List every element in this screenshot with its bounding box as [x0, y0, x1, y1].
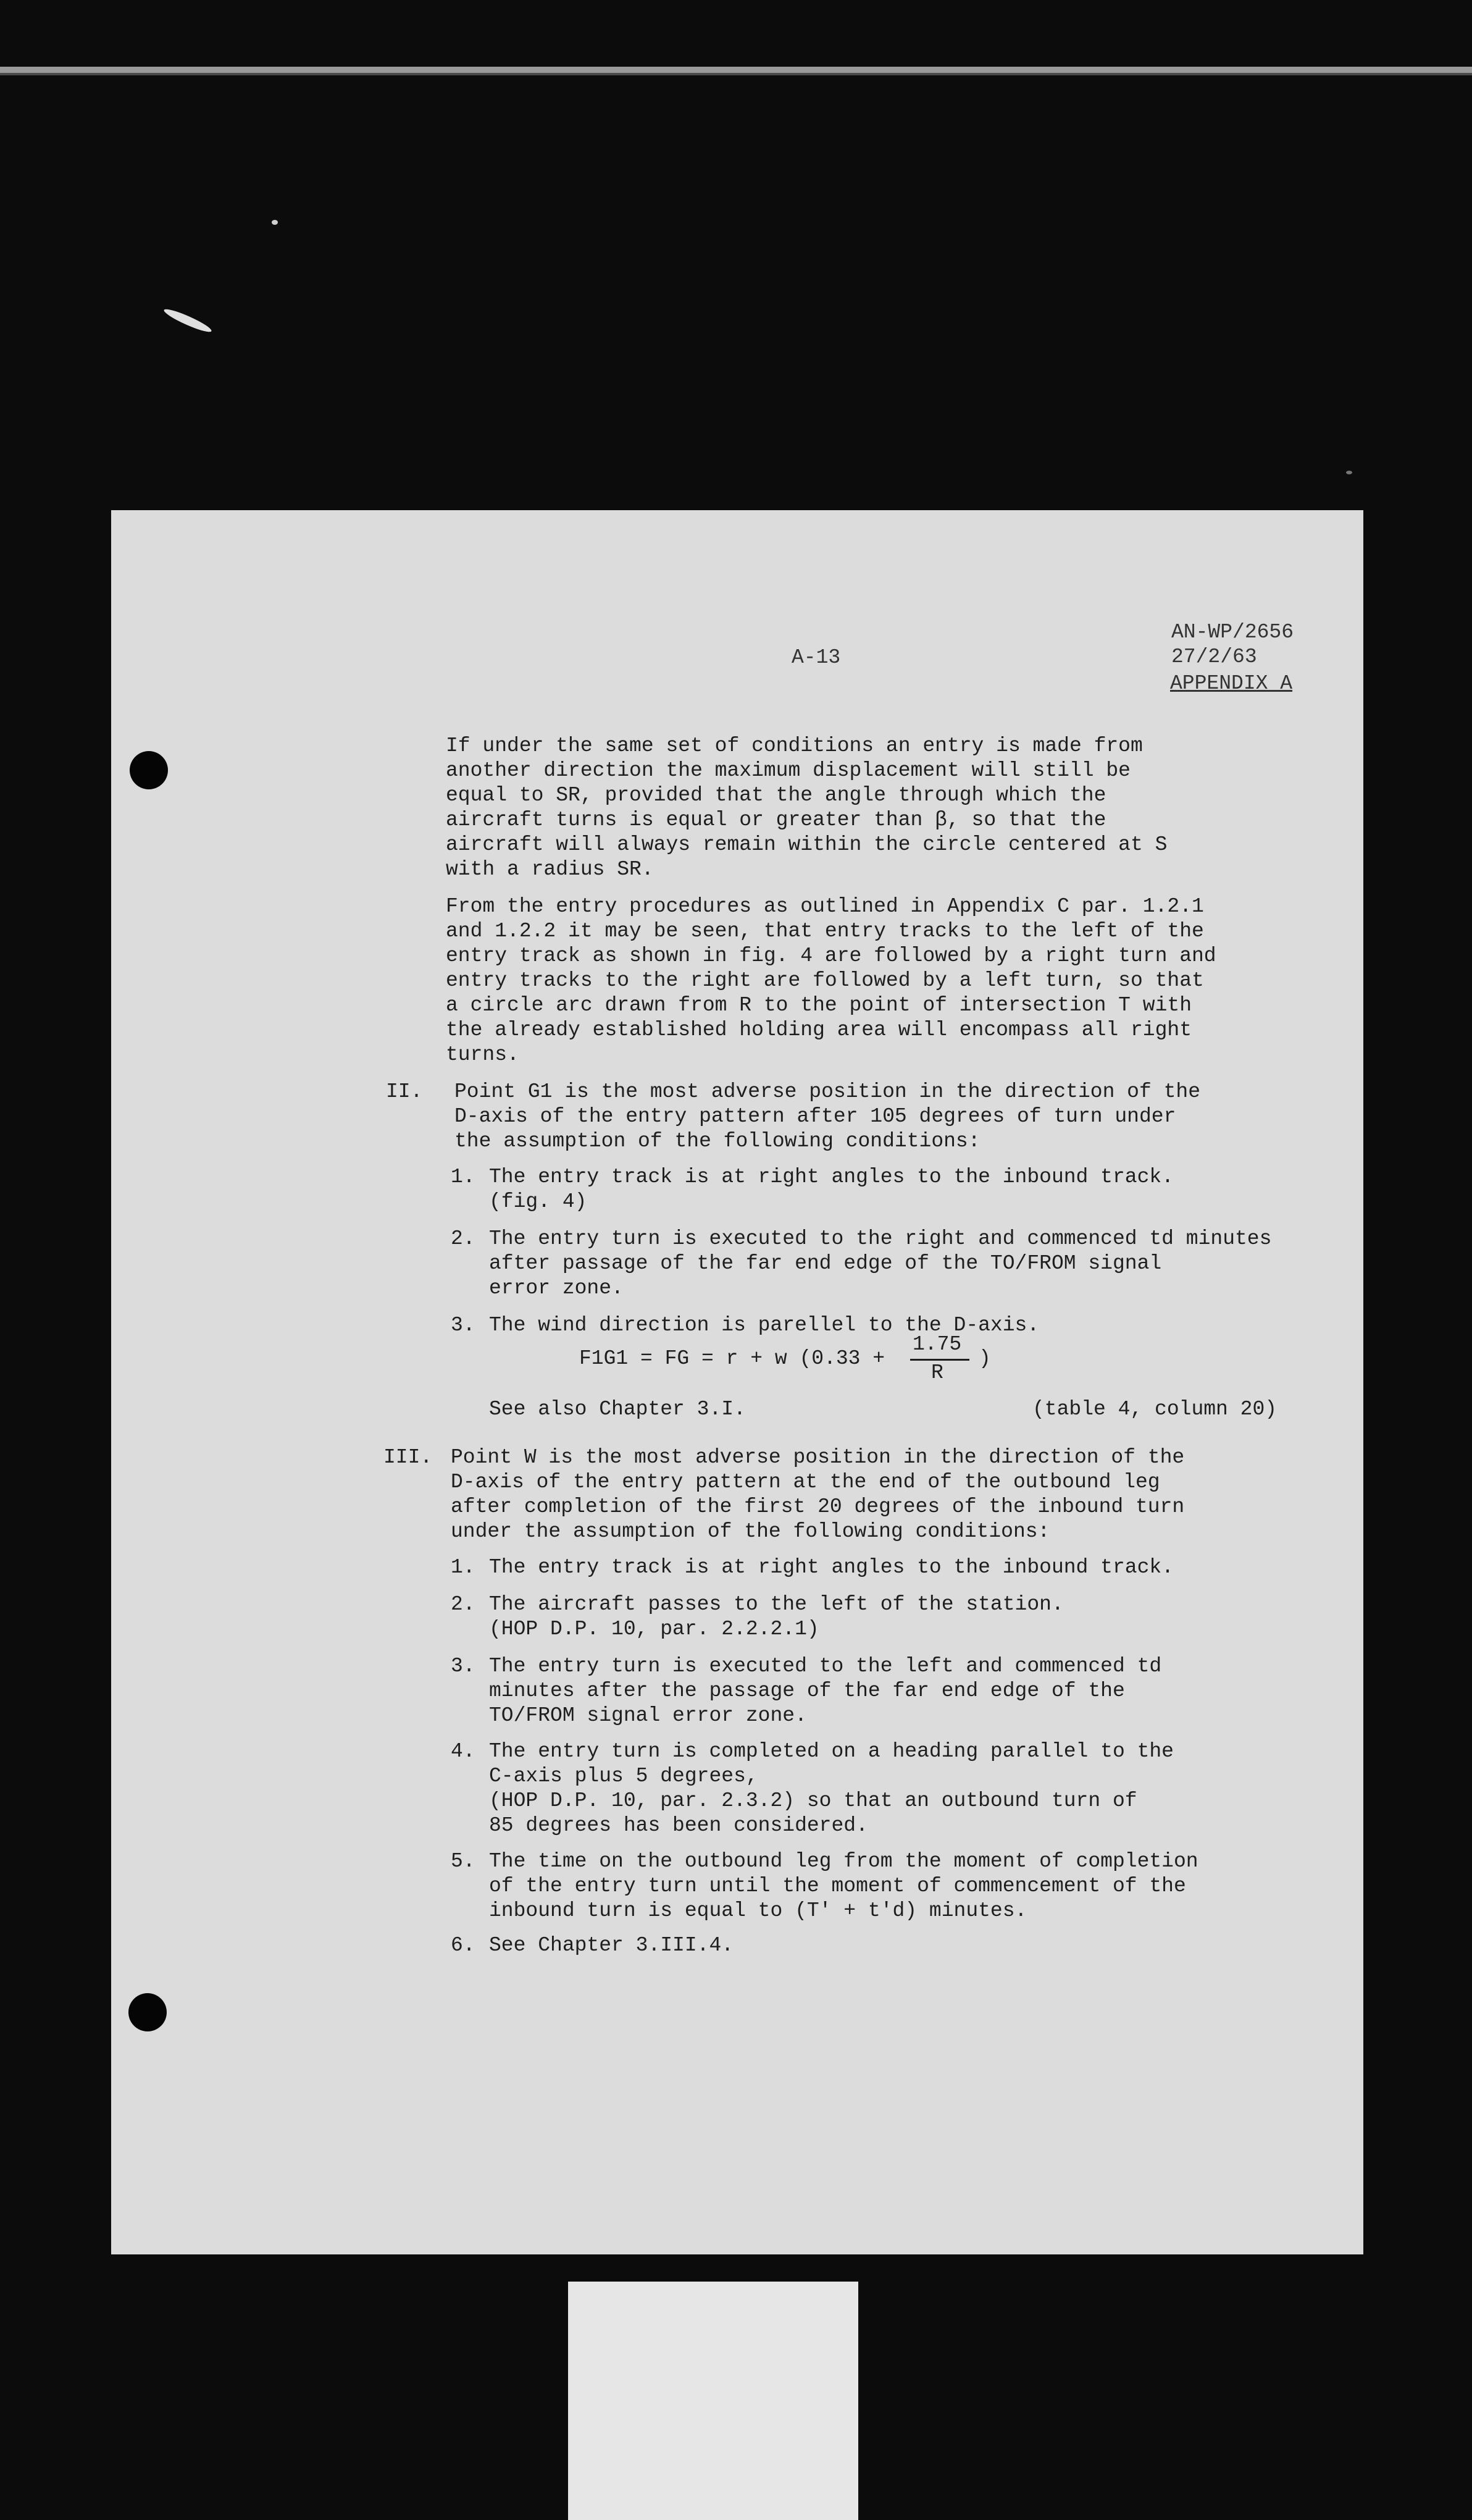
- punch-hole: [128, 1993, 167, 2031]
- list-number: 1.: [451, 1166, 475, 1188]
- list-item-line: (fig. 4): [489, 1190, 587, 1213]
- list-item-line: The aircraft passes to the left of the station.: [489, 1593, 1064, 1616]
- list-item-line: minutes after the passage of the far end edge of the: [489, 1679, 1125, 1702]
- list-item-line: (HOP D.P. 10, par. 2.3.2) so that an outbound turn of: [489, 1789, 1137, 1812]
- list-item-line: of the entry turn until the moment of commencement of the: [489, 1875, 1186, 1897]
- list-number: 5.: [451, 1850, 475, 1873]
- paragraph-line: aircraft turns is equal or greater than β, so that the: [446, 808, 1106, 831]
- list-item-line: See Chapter 3.III.4.: [489, 1934, 734, 1957]
- list-number: 4.: [451, 1740, 475, 1763]
- formula-numerator: 1.75: [913, 1333, 962, 1356]
- list-item-line: C-axis plus 5 degrees,: [489, 1765, 758, 1787]
- list-item-line: error zone.: [489, 1277, 624, 1300]
- list-item-line: (HOP D.P. 10, par. 2.2.2.1): [489, 1618, 819, 1640]
- list-item-line: The entry turn is executed to the right and commenced td minutes: [489, 1227, 1272, 1250]
- paragraph-line: Point W is the most adverse position in the direction of the: [451, 1446, 1185, 1469]
- appendix-label: APPENDIX A: [1170, 672, 1293, 695]
- paragraph-line: the already established holding area will encompass all right: [446, 1018, 1192, 1041]
- paragraph-line: under the assumption of the following conditions:: [451, 1520, 1050, 1543]
- page-number: A-13: [792, 646, 841, 669]
- list-number: 3.: [451, 1655, 475, 1678]
- paragraph-line: another direction the maximum displacement will still be: [446, 759, 1131, 782]
- paragraph-line: D-axis of the entry pattern after 105 degrees of turn under: [454, 1105, 1176, 1128]
- list-number: 3.: [451, 1314, 475, 1337]
- punch-hole: [130, 751, 168, 789]
- table-reference: (table 4, column 20): [1032, 1398, 1278, 1421]
- paragraph-line: Point G1 is the most adverse position in the direction of the: [454, 1080, 1200, 1103]
- list-item-line: The entry track is at right angles to the inbound track.: [489, 1166, 1174, 1188]
- paragraph-line: D-axis of the entry pattern at the end of the outbound leg: [451, 1471, 1160, 1493]
- formula-left: F1G1 = FG = r + w (0.33 +: [579, 1347, 885, 1370]
- list-item-line: The entry track is at right angles to the inbound track.: [489, 1556, 1174, 1579]
- list-number: 6.: [451, 1934, 475, 1957]
- paragraph-line: the assumption of the following conditions:: [454, 1130, 981, 1153]
- film-edge: [0, 67, 1472, 73]
- document-reference: AN-WP/2656: [1171, 621, 1294, 644]
- list-number: 2.: [451, 1593, 475, 1616]
- dust-speck: [1346, 471, 1352, 474]
- list-item-line: The entry turn is executed to the left and commenced td: [489, 1655, 1162, 1678]
- paragraph-line: entry track as shown in fig. 4 are followed by a right turn and: [446, 944, 1216, 967]
- section-numeral: III.: [383, 1446, 433, 1469]
- list-item-line: inbound turn is equal to (T' + t'd) minutes.: [489, 1899, 1027, 1922]
- paragraph-line: From the entry procedures as outlined in Appendix C par. 1.2.1: [446, 895, 1204, 918]
- paragraph-line: entry tracks to the right are followed by a left turn, so that: [446, 969, 1204, 992]
- document-date: 27/2/63: [1171, 645, 1257, 668]
- dust-speck: [272, 220, 278, 225]
- formula-denominator: R: [931, 1361, 943, 1384]
- section-numeral: II.: [386, 1080, 423, 1103]
- formula-right: ): [979, 1347, 991, 1370]
- paragraph-line: equal to SR, provided that the angle through which the: [446, 784, 1106, 807]
- film-edge-shadow: [0, 73, 1472, 75]
- list-item-line: after passage of the far end edge of the TO/FROM signal: [489, 1252, 1162, 1275]
- dust-speck: [162, 306, 213, 335]
- list-item-line: 85 degrees has been considered.: [489, 1814, 868, 1837]
- paragraph-line: aircraft will always remain within the circle centered at S: [446, 833, 1168, 856]
- formula-fraction-bar: [910, 1359, 969, 1361]
- list-item-line: The wind direction is parellel to the D-axis.: [489, 1314, 1040, 1337]
- paragraph-line: and 1.2.2 it may be seen, that entry tracks to the left of the: [446, 920, 1204, 943]
- microfilm-target-card: [568, 2282, 858, 2520]
- paragraph-line: with a radius SR.: [446, 858, 654, 881]
- paragraph-line: a circle arc drawn from R to the point of intersection T with: [446, 994, 1192, 1017]
- list-item-line: The time on the outbound leg from the moment of completion: [489, 1850, 1198, 1873]
- paragraph-line: turns.: [446, 1043, 519, 1066]
- list-item-line: The entry turn is completed on a heading parallel to the: [489, 1740, 1174, 1763]
- paragraph-line: after completion of the first 20 degrees of the inbound turn: [451, 1495, 1185, 1518]
- see-also-reference: See also Chapter 3.I.: [489, 1398, 746, 1421]
- list-number: 1.: [451, 1556, 475, 1579]
- list-item-line: TO/FROM signal error zone.: [489, 1704, 807, 1727]
- list-number: 2.: [451, 1227, 475, 1250]
- paragraph-line: If under the same set of conditions an entry is made from: [446, 734, 1143, 757]
